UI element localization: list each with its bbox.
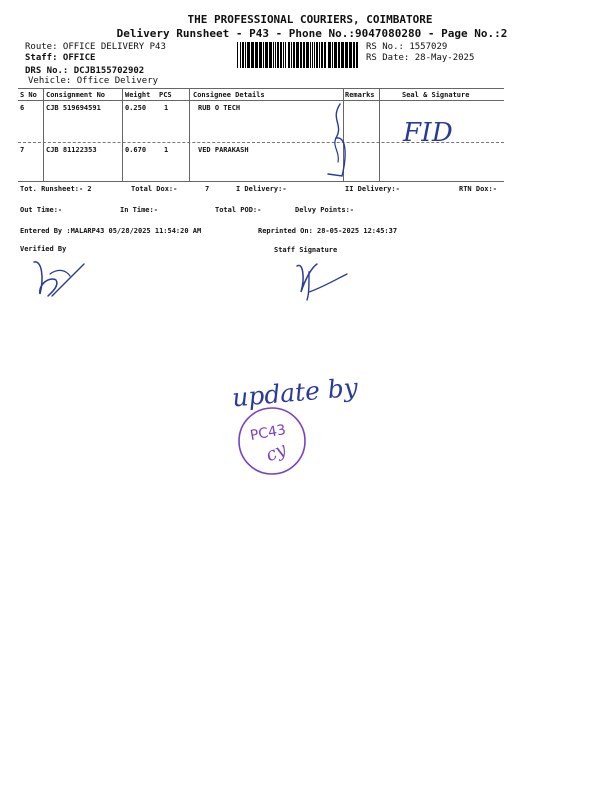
barcode-bar [319, 42, 320, 68]
barcode-bar [291, 42, 292, 68]
barcode-bar [353, 42, 355, 68]
barcode [237, 42, 361, 68]
header-remarks: Remarks [345, 91, 375, 99]
barcode-bar [265, 42, 268, 68]
table-top-rule [18, 88, 504, 89]
barcode-bar [349, 42, 352, 68]
barcode-bar [324, 42, 326, 68]
row-weight: 0.670 [125, 146, 147, 154]
barcode-bar [296, 42, 299, 68]
header-sno: S No [20, 91, 37, 99]
col-divider [43, 88, 44, 181]
barcode-bar [277, 42, 279, 68]
row-consignment: CJB 81122353 [46, 146, 97, 154]
barcode-bar [312, 42, 313, 68]
out-time: Out Time:- [20, 206, 63, 214]
header-seal: Seal & Signature [402, 91, 470, 99]
staff-signature-label: Staff Signature [274, 246, 338, 254]
i-delivery: I Delivery:- [236, 185, 287, 193]
barcode-bar [341, 42, 344, 68]
barcode-bar [345, 42, 348, 68]
vehicle-label: Vehicle: Office Delivery [28, 76, 159, 86]
row-pcs: 1 [164, 104, 169, 112]
barcode-bar [251, 42, 254, 68]
in-time: In Time:- [120, 206, 158, 214]
rs-date: RS Date: 28-May-2025 [366, 53, 475, 63]
barcode-bar [275, 42, 276, 68]
barcode-bar [321, 42, 323, 68]
barcode-bar [300, 42, 302, 68]
rs-number: RS No.: 1557029 [366, 42, 448, 52]
barcode-bar [328, 42, 331, 68]
barcode-bar [356, 42, 358, 68]
handwritten-fid: F I D [403, 118, 449, 148]
rtn-dox: RTN Dox:- [459, 185, 497, 193]
barcode-bar [280, 42, 282, 68]
route-label: Route: OFFICE DELIVERY P43 [25, 42, 166, 52]
barcode-bar [293, 42, 295, 68]
barcode-bar [288, 42, 290, 68]
barcode-bar [283, 42, 284, 68]
barcode-bar [285, 42, 286, 68]
verified-by-label: Verified By [20, 245, 67, 253]
header-consignment: Consignment No [46, 91, 106, 99]
barcode-bar [310, 42, 311, 68]
barcode-bar [303, 42, 305, 68]
barcode-bar [247, 42, 250, 68]
row-sno: 7 [20, 146, 25, 154]
runsheet-subtitle: Delivery Runsheet - P43 - Phone No.:9047080280 - Page No.:2 [116, 27, 508, 40]
total-dox: Total Dox:- [131, 185, 178, 193]
row-consignee: VED PARAKASH [198, 146, 249, 154]
total-pod: Total POD:- [215, 206, 262, 214]
col-divider [122, 88, 123, 181]
barcode-bar [332, 42, 333, 68]
barcode-bar [259, 42, 262, 68]
row-consignee: RUB O TECH [198, 104, 241, 112]
total-runsheet: Tot. Runsheet:- 2 [20, 185, 92, 193]
barcode-bar [237, 42, 238, 68]
barcode-bar [316, 42, 318, 68]
barcode-bar [273, 42, 274, 68]
staff-signature [295, 258, 355, 303]
header-pcs: PCS [159, 91, 172, 99]
barcode-bar [255, 42, 258, 68]
handwritten-note: update by [230, 372, 359, 413]
drs-number: DRS No.: DCJB155702902 [25, 66, 145, 76]
staff-label: Staff: OFFICE [25, 53, 96, 63]
barcode-bar [338, 42, 340, 68]
barcode-bar [240, 42, 241, 68]
col-divider [379, 88, 380, 181]
stamp-signature: cy [262, 438, 290, 467]
barcode-bar [269, 42, 272, 68]
header-consignee: Consignee Details [193, 91, 265, 99]
verified-by-signature [30, 256, 90, 301]
stamp-text: PC43 [248, 421, 288, 445]
delvy-points: Delvy Points:- [295, 206, 355, 214]
barcode-bar [242, 42, 244, 68]
remarks-bracket-scribble [318, 102, 358, 182]
company-title: THE PROFESSIONAL COURIERS, COIMBATORE [187, 13, 433, 26]
table-bottom-rule [18, 181, 504, 182]
table-header-rule [18, 100, 504, 101]
ii-delivery: II Delivery:- [345, 185, 400, 193]
barcode-bar [314, 42, 315, 68]
row-weight: 0.250 [125, 104, 147, 112]
barcode-bar [245, 42, 246, 68]
header-weight: Weight [125, 91, 151, 99]
reprinted-on: Reprinted On: 28-05-2025 12:45:37 [258, 227, 398, 235]
col-divider [189, 88, 190, 181]
barcode-bar [334, 42, 337, 68]
row-sno: 6 [20, 104, 25, 112]
row-consignment: CJB 519694591 [46, 104, 101, 112]
total-dox-value: 7 [205, 185, 210, 193]
barcode-bar [306, 42, 309, 68]
row-pcs: 1 [164, 146, 169, 154]
entered-by: Entered By :MALARP43 05/28/2025 11:54:20 AM [20, 227, 202, 235]
barcode-bar [263, 42, 264, 68]
